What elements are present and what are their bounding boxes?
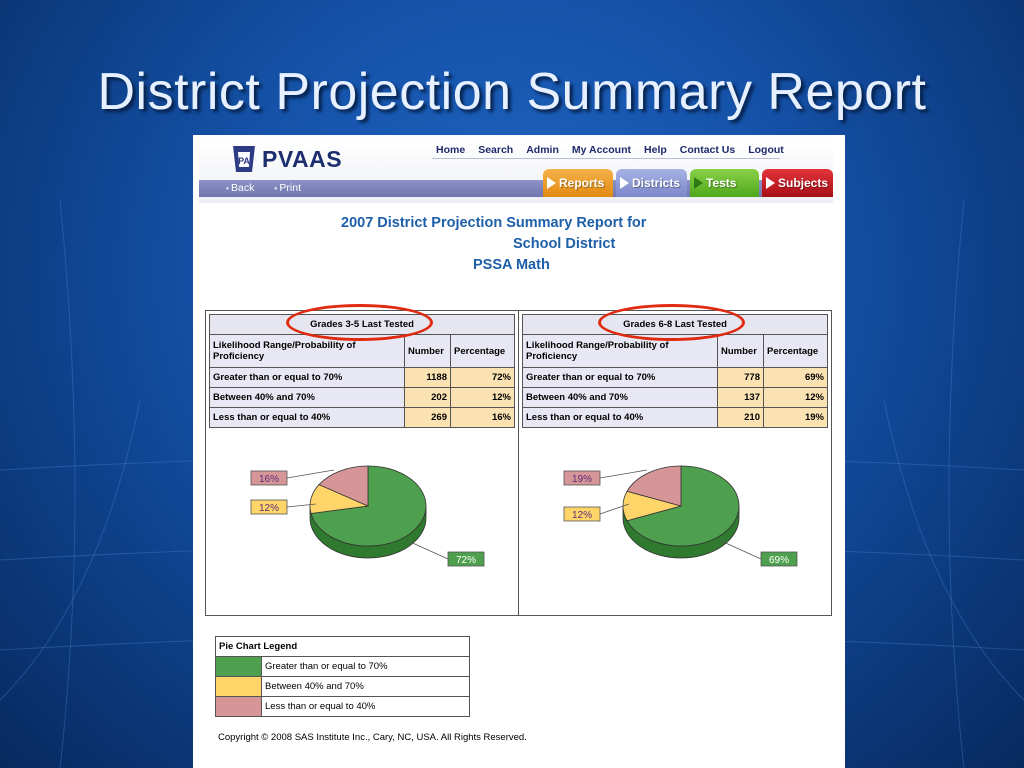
table-row [210, 368, 515, 388]
table-heading: Grades 3-5 Last Tested [210, 315, 515, 335]
arrow-icon [547, 177, 556, 189]
legend-swatch-green [216, 657, 262, 677]
report-district: School District [513, 236, 616, 252]
nav-admin[interactable]: Admin [526, 144, 559, 156]
row-number: 137 [718, 388, 764, 408]
nav-rule [432, 158, 780, 159]
svg-text:PA: PA [238, 156, 250, 166]
tab-tests[interactable] [690, 169, 759, 197]
col-range: Likelihood Range/Probability of Proficiency [210, 335, 405, 368]
data-label: 19% [571, 474, 593, 485]
slide-title: District Projection Summary Report [97, 63, 927, 121]
tab-districts[interactable] [616, 169, 687, 197]
keystone-icon [230, 144, 258, 174]
data-label: 16% [258, 474, 280, 485]
table-row [523, 368, 828, 388]
top-navigation [436, 144, 797, 156]
row-percentage: 72% [451, 368, 515, 388]
col-range: Likelihood Range/Probability of Proficiency [523, 335, 718, 368]
legend-label: Between 40% and 70% [262, 677, 470, 697]
pie-chart-grades-6-8 [544, 456, 814, 586]
tab-reports[interactable] [543, 169, 613, 197]
back-link[interactable]: • Back [226, 182, 254, 194]
row-percentage: 69% [764, 368, 828, 388]
row-number: 269 [405, 408, 451, 428]
row-label: Greater than or equal to 70% [523, 368, 718, 388]
report-panels [205, 310, 832, 616]
legend-item [216, 657, 470, 677]
data-label: 72% [455, 555, 477, 566]
col-number: Number [405, 335, 451, 368]
panel-divider [518, 311, 519, 615]
row-number: 1188 [405, 368, 451, 388]
tab-subjects[interactable] [762, 169, 833, 197]
pie-chart-grades-3-5 [231, 456, 501, 586]
data-label: 12% [571, 510, 593, 521]
logo-text: PVAAS [262, 145, 343, 172]
row-percentage: 12% [764, 388, 828, 408]
copyright-text: Copyright © 2008 SAS Institute Inc., Cary, NC, USA. All Rights Reserved. [218, 732, 527, 743]
highlight-oval [598, 304, 745, 341]
report-title: 2007 District Projection Summary Report for [341, 215, 647, 231]
legend-label: Less than or equal to 40% [262, 697, 470, 717]
label-leader-line [287, 470, 334, 478]
row-number: 210 [718, 408, 764, 428]
nav-contact-us[interactable]: Contact Us [679, 144, 736, 156]
tab-label: Subjects [778, 176, 829, 190]
label-leader-line [600, 470, 647, 478]
legend-item [216, 677, 470, 697]
row-label: Between 40% and 70% [210, 388, 405, 408]
nav-home[interactable]: Home [436, 144, 466, 156]
table-row [210, 388, 515, 408]
pvaas-logo [230, 144, 342, 174]
col-percentage: Percentage [764, 335, 828, 368]
table-row [523, 388, 828, 408]
highlight-oval [286, 304, 433, 341]
nav-search[interactable]: Search [478, 144, 514, 156]
legend-title: Pie Chart Legend [216, 637, 470, 657]
report-screenshot [193, 135, 845, 768]
arrow-icon [620, 177, 629, 189]
table-row [523, 408, 828, 428]
row-label: Less than or equal to 40% [523, 408, 718, 428]
print-link[interactable]: • Print [274, 182, 301, 194]
legend-swatch-yellow [216, 677, 262, 697]
table-heading: Grades 6-8 Last Tested [523, 315, 828, 335]
row-number: 202 [405, 388, 451, 408]
pie-chart-legend [215, 636, 470, 717]
tab-label: Tests [706, 176, 737, 190]
row-percentage: 16% [451, 408, 515, 428]
row-percentage: 12% [451, 388, 515, 408]
row-number: 778 [718, 368, 764, 388]
report-subject: PSSA Math [473, 257, 550, 273]
label-leader-line [719, 540, 761, 559]
data-label: 12% [258, 503, 280, 514]
tab-label: Districts [632, 176, 681, 190]
arrow-icon [694, 177, 703, 189]
arrow-icon [766, 177, 775, 189]
row-label: Greater than or equal to 70% [210, 368, 405, 388]
legend-item [216, 697, 470, 717]
sub-navigation [226, 182, 321, 194]
col-percentage: Percentage [451, 335, 515, 368]
row-label: Less than or equal to 40% [210, 408, 405, 428]
nav-my-account[interactable]: My Account [571, 144, 632, 156]
row-percentage: 19% [764, 408, 828, 428]
tab-label: Reports [559, 176, 605, 190]
legend-swatch-pink [216, 697, 262, 717]
nav-logout[interactable]: Logout [748, 144, 784, 156]
nav-help[interactable]: Help [644, 144, 667, 156]
label-leader-line [406, 540, 448, 559]
legend-label: Greater than or equal to 70% [262, 657, 470, 677]
row-label: Between 40% and 70% [523, 388, 718, 408]
table-row [210, 408, 515, 428]
data-label: 69% [768, 555, 790, 566]
main-tabs [543, 169, 836, 197]
col-number: Number [718, 335, 764, 368]
